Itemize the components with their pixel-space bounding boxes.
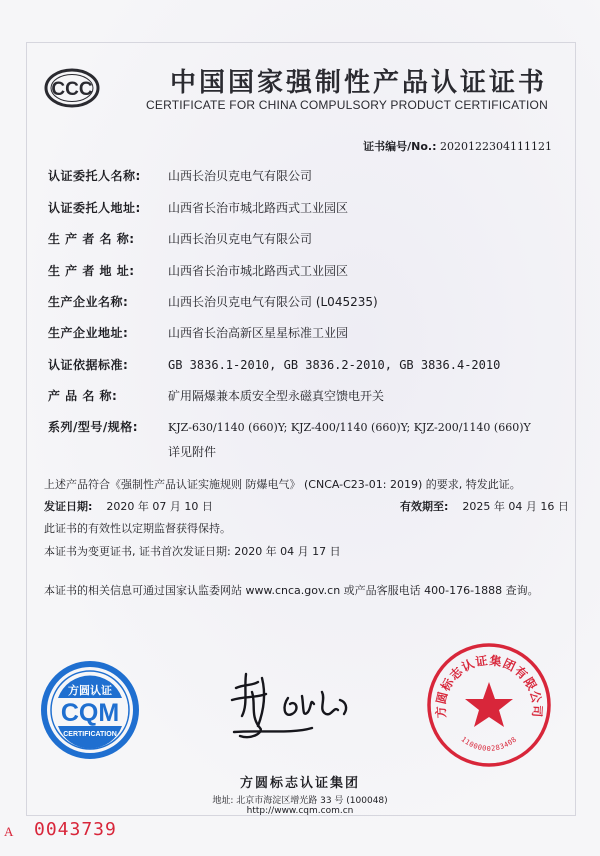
title-english: CERTIFICATE FOR CHINA COMPULSORY PRODUCT CERTIFICATION [146,98,548,112]
field-applicant-name [48,167,312,184]
conformity-statement: 上述产品符合《强制性产品认证实施规则 防爆电气》 (CNCA-C23-01: 2019) 的要求, 特发此证。 [44,478,521,491]
validity-statement: 此证书的有效性以定期监督获得保持。 [44,522,231,535]
field-label: 生 产 者 地 址: [48,264,135,278]
field-value: 山西长治贝克电气有限公司 [168,232,313,246]
seal-ring-text: 方圆标志认证集团有限公司 [433,653,545,719]
field-value: GB 3836.1-2010, GB 3836.2-2010, GB 3836.4-2010 [168,358,501,372]
field-value: KJZ-630/1140 (660)Y; KJZ-400/1140 (660)Y; KJZ-200/1140 (660)Y [168,421,531,434]
handwritten-signature [222,670,362,746]
field-value: 山西长治贝克电气有限公司 (L045235) [168,295,378,309]
change-note: 本证书为变更证书, 证书首次发证日期: 2020 年 04 月 17 日 [44,545,341,558]
field-value: 山西长治贝克电气有限公司 [168,169,313,183]
cqm-logo-top-text: 方圆认证 [68,684,112,697]
title-chinese: 中国国家强制性产品认证证书 [170,68,548,98]
field-label: 系列/型号/规格: [48,420,139,434]
field-label: 认证委托人名称: [48,169,141,183]
field-label: 认证委托人地址: [48,201,141,215]
company-seal [424,640,554,770]
field-label: 生 产 者 名 称: [48,232,135,246]
field-label: 生产企业地址: [48,326,129,340]
certificate-number-value: 2020122304111121 [440,140,552,153]
field-applicant-address [48,199,348,216]
issue-date-value: 2020 年 07 月 10 日 [106,500,213,513]
serial-prefix: A [4,824,14,839]
field-standards [48,356,500,373]
website-note: 本证书的相关信息可通过国家认监委网站 www.cnca.gov.cn 或产品客服电话 400-176-1888 查询。 [44,584,539,597]
certificate-number [363,138,552,154]
serial-number: 0043739 [34,819,117,840]
cqm-logo-bottom-text: CERTIFICATION [63,731,117,738]
issuing-organization: 方圆标志认证集团 [239,776,360,791]
field-value: 矿用隔爆兼本质安全型永磁真空馈电开关 [168,389,385,403]
certificate-number-label: 证书编号/No.: [363,140,437,153]
organization-address: 地址: 北京市海淀区增光路 33 号 (100048) [212,796,388,806]
field-value: 山西省长治市城北路西式工业园区 [168,264,349,278]
issue-date [44,498,213,514]
field-model-spec [48,418,531,435]
field-product-name [48,387,384,404]
field-factory-address [48,324,348,341]
cqm-logo-main-text: CQM [60,699,120,727]
see-attachment: 详见附件 [168,445,217,459]
expire-date [400,498,569,514]
ccc-logo-icon [44,68,100,108]
issue-date-label: 发证日期: [44,500,93,513]
svg-text:1100000283408 [460,735,519,752]
ccc-logo-text: CCC [51,79,93,100]
expire-date-value: 2025 年 04 月 16 日 [462,500,569,513]
field-value: 山西省长治市城北路西式工业园区 [168,201,349,215]
seal-number: 1100000283408 [459,735,519,753]
expire-date-label: 有效期至: [400,500,449,513]
field-value: 山西省长治高新区星星标准工业园 [168,326,349,340]
field-factory-name [48,293,378,310]
cqm-logo-icon [40,660,140,760]
field-label: 产 品 名 称: [48,389,118,403]
field-manufacturer-name [48,230,312,247]
field-label: 认证依据标准: [48,358,129,372]
field-label: 生产企业名称: [48,295,129,309]
organization-website: http://www.cqm.com.cn [246,806,354,816]
field-manufacturer-address [48,262,348,279]
